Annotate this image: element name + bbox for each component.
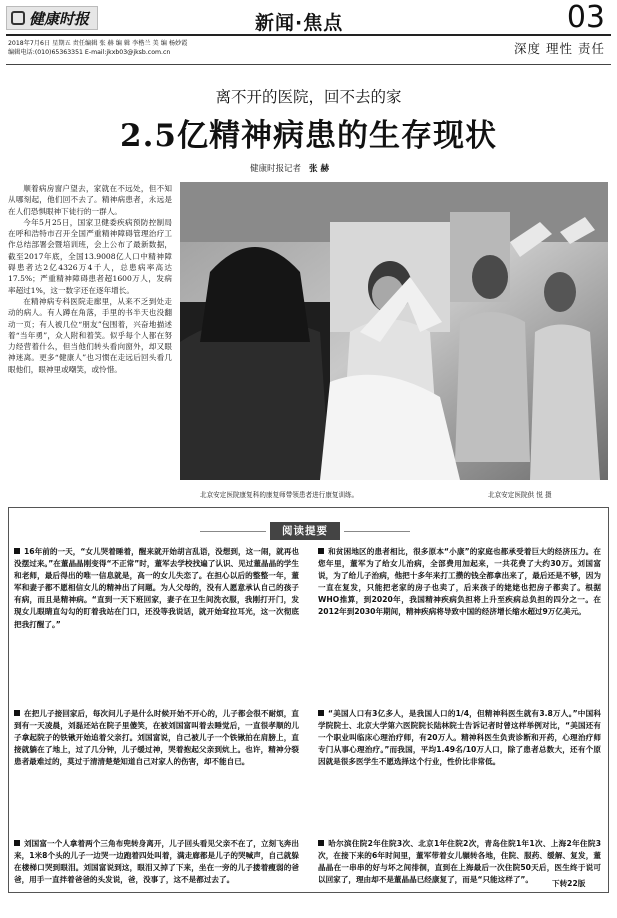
photo-caption: 北京安定医院康复科的康复师带领患者进行康复训练。: [200, 491, 359, 499]
photo-credit-name: 悦 摄: [536, 491, 552, 499]
masthead-text: 健康时报: [29, 9, 90, 28]
intro-paragraph: 顺着病房窗户望去，家就在不远处，但不知从哪刻起，他们回不去了。精神病患者，永远是在人们恐惧眼神下徒行的一群人。: [8, 184, 172, 216]
summary-paragraph: [318, 546, 601, 676]
article-headline: 2.5亿精神病患的生存现状: [120, 118, 497, 154]
bullet-square-icon: [318, 548, 324, 554]
summary-text: 和贫困地区的患者相比，很多原本“小康”的家庭也都承受着巨大的经济压力。在您年里，董军为了给女儿治病，全部费用加起来，一共花费了大约30万。刘国富说，为了给儿子治病，他把十多年来打工攒的钱全都拿出来了，最后还是不够，因为一直在复发，只能把老家的房子也卖了，后来孩子的姥姥也把房子都卖了。根据WHO推算，到2020年，我国精神疾病负担将上升至疾病总负担的四分之一。在2012年到2030年期间，精神疾病将导致中国的经济增长缩水超过9万亿美元。: [318, 547, 601, 617]
article-kicker: 离不开的医院，回不去的家: [215, 88, 402, 106]
summary-text: 哈尔滨住院2年住院3次、北京1年住院2次，青岛住院1年1次、上海2年住院3次，在接下来的6年时间里，董军带着女儿辗转各地，住院、服药、缓解、复发，董晶晶在一串串的好与坏之间徘徊，直到在上海最后一次住院50天后，医生终于说可以回家了，理由却不是董晶晶已经康复了，而是“只能这样了”。: [318, 839, 601, 885]
article-photo: [180, 182, 608, 480]
contact-info: 编辑电话:(010)65363351 E-mail:jkxb03@jksb.com.cn: [8, 49, 171, 56]
editor-info: 2018年7月6日 星期五 责任编辑 张 赫 编 辑 李楷兰 美 编 杨妙霞: [8, 40, 188, 47]
masthead-logo: [6, 6, 98, 30]
intro-paragraph: 今年5月25日，国家卫健委疾病预防控制局在呼和浩特市召开全国严重精神障碍管理治疗工作总结部署会暨培训班，会上公布了最新数据，截至2017年底，全国13.9008亿人口中精神障碍患者达2亿4326万4千人，总患病率高达17.5%；严重精神障碍患者超1600万人，发病率超过1%，这一数字还在逐年增长。: [8, 217, 172, 295]
page-header: [0, 0, 617, 80]
photo-credit-org: 北京安定医院供: [488, 491, 535, 499]
page-number: 03: [566, 0, 605, 35]
summary-text: 刘国富一个人拿着两个三角布兜转身离开，儿子回头看见父亲不在了，立刻飞奔出来，1米8个头的儿子一边哭一边跑着四处叫着，满走廊都是儿子的哭喊声，自己就躲在楼梯口哭到眼泪。刘国富说到这，眼泪又掉了下来，坐在一旁的儿子搂着瘦弱的爸爸，用手一直拌着爸爸的头发说，爸，没事了，这不是都过去了。: [14, 839, 299, 885]
intro-column: [8, 183, 172, 475]
rehab-training-photo: [180, 182, 608, 480]
bullet-square-icon: [14, 840, 20, 846]
summary-text: “美国人口有3亿多人，是我国人口的1/4，但精神科医生就有3.8万人。”中国科学院院士、北京大学第六医院院长陆林院士告诉记者时曾这样举例对比，“美国还有一个职业叫临床心理治疗师，有20万人。精神科医生负责诊断和开药，心理治疗师专门从事心理治疗。”而我国，平均1.49名/10万人口，除了患者总数大，还有个原因就是很多医学生不愿选择这个行业，性价比非常低。: [318, 709, 601, 767]
bullet-square-icon: [318, 840, 324, 846]
byline-author: 张 赫: [309, 164, 329, 174]
byline: [250, 162, 329, 174]
bullet-square-icon: [318, 710, 324, 716]
summary-text: 在把儿子接回家后，每次问儿子是什么时候开始不开心的，儿子都会很不耐烦，直到有一天凌晨，刘磊还站在院子里傻笑，在被刘国富叫着去睡觉后，一直很孝顺的儿子拿起院子的铁锹开始追着父亲打。刘国富说，自己被儿子一个铁锹拍在肩膀上，直接就躺在了地上，过了几分钟，儿子缓过神，哭着抱起父亲到炕上。也许，精神分裂患者最难过的，莫过于清清楚楚知道自己对家人的伤害，却不能自已。: [14, 709, 299, 767]
header-rule: [6, 34, 611, 36]
header-rule-bottom: [6, 64, 611, 65]
summary-title-rule-left: [200, 531, 266, 532]
intro-paragraph: 在精神病专科医院走廊里，从来不乏到处走动的病人。有人蹲在角落，手里的书半天也没翻动一页；有人被几位“朋友”包围着，兴奋地描述着“当年勇”，众人附和着笑。似乎每个人都在努力经营着什么，但当他们转头看向窗外，却又眼神迷离。更多“健康人”也习惯在走远后回头看几眼他们，眼神里或嘲笑，或怜惜。: [8, 296, 172, 374]
bullet-square-icon: [14, 548, 20, 554]
bullet-square-icon: [14, 710, 20, 716]
byline-prefix: 健康时报记者: [250, 164, 302, 174]
section-title: 新闻·焦点: [255, 12, 344, 34]
masthead-icon: [11, 11, 25, 25]
summary-paragraph: [318, 708, 601, 820]
photo-credit: [488, 489, 552, 499]
summary-paragraph: [14, 546, 299, 676]
continued-note: 下转22版: [552, 879, 586, 888]
summary-title-rule-right: [344, 531, 410, 532]
summary-title: 阅读提要: [270, 522, 340, 540]
summary-paragraph: [14, 838, 299, 890]
summary-paragraph: [14, 708, 299, 828]
summary-text: 16年前的一天，“女儿哭着睡着，醒来就开始胡言乱语，没想到，这一闹，就再也没摆过来。”在董晶晶刚变得“不正常”时，董军去学校找遍了认识、见过董晶晶的学生和老师，最后得出的唯一信息就是，高一的女儿失恋了。在担心以后的整整一年，董军和妻子都不愿相信女儿的精神出了问题。为人父母的，没有人愿意承认自己的孩子有病，而且是精神病。“直到一天下班回家，妻子在卫生间洗衣服，我刚打开门，发现女儿眼睛直勾勾的盯着我站在门口，还没等我说话，就开始耷拉耳光，这一次彻底把我打醒了。”: [14, 547, 299, 629]
slogan: 深度 理性 责任: [514, 41, 605, 56]
